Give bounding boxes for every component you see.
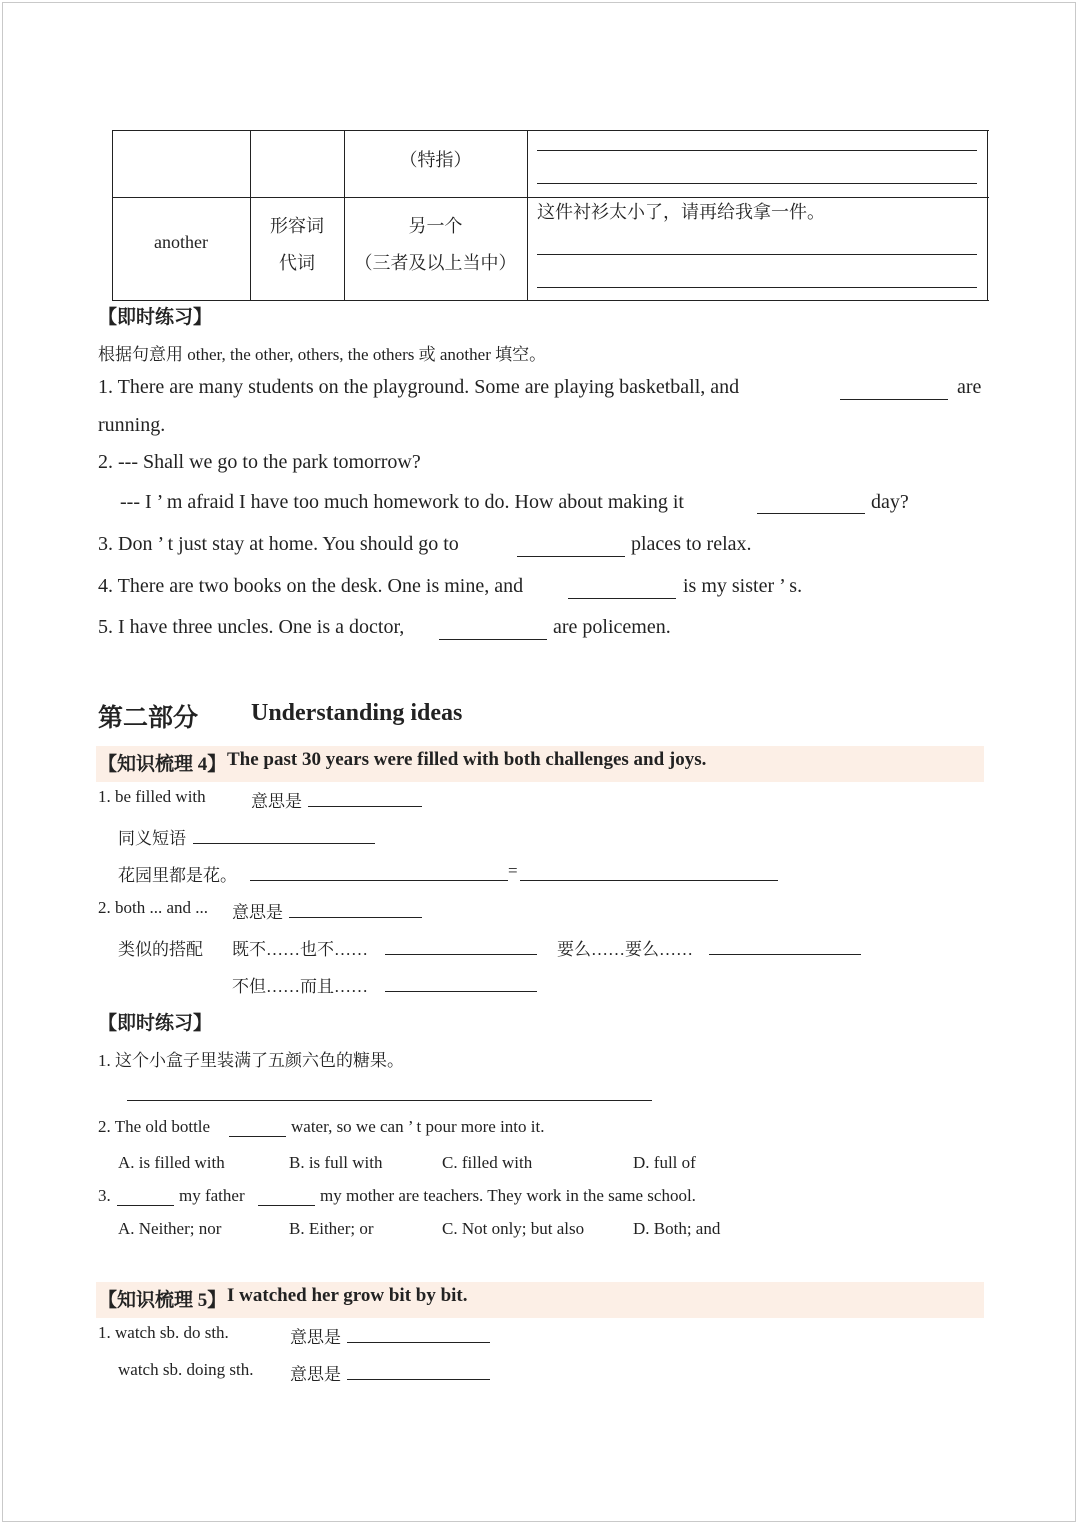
answer-line bbox=[537, 254, 977, 255]
table-cell-word: another bbox=[154, 232, 208, 252]
knowledge-point-label: 【知识梳理 4】 bbox=[98, 754, 227, 775]
answer-blank[interactable] bbox=[517, 540, 625, 557]
practice-heading: 【即时练习】 bbox=[98, 307, 213, 328]
table-cell-meaning: 另一个 bbox=[408, 216, 463, 236]
collocation-label: 既不……也不…… bbox=[232, 940, 368, 959]
question-5-text: 5. I have three uncles. One is a doctor, bbox=[98, 616, 405, 638]
answer-blank[interactable] bbox=[840, 383, 948, 400]
answer-blank[interactable] bbox=[289, 901, 422, 918]
section-title-cn: 第二部分 bbox=[98, 705, 199, 732]
practice-instruction: 根据句意用 other, the other, others, the others 或 another 填空。 bbox=[98, 345, 547, 364]
question-2-text: day? bbox=[871, 491, 909, 513]
synonym-label: 同义短语 bbox=[118, 829, 186, 848]
question-3-text: 3. bbox=[98, 1186, 111, 1205]
table-border-right bbox=[987, 130, 988, 301]
option-d[interactable]: D. Both; and bbox=[633, 1219, 721, 1238]
question-2-text: water, so we can ’ t pour more into it. bbox=[291, 1117, 545, 1136]
option-c[interactable]: C. Not only; but also bbox=[442, 1219, 585, 1238]
phrase-meaning-label: 意思是 bbox=[232, 903, 283, 922]
phrase-item: 1. be filled with bbox=[98, 787, 206, 806]
collocation-label: 要么……要么…… bbox=[557, 940, 693, 959]
question-3-text: places to relax. bbox=[631, 533, 752, 555]
knowledge-point-sentence: The past 30 years were filled with both challenges and joys. bbox=[227, 749, 707, 770]
answer-blank[interactable] bbox=[250, 864, 508, 881]
similar-label: 类似的搭配 bbox=[118, 940, 203, 959]
option-b[interactable]: B. is full with bbox=[289, 1153, 383, 1172]
collocation-label: 不但……而且…… bbox=[232, 977, 368, 996]
answer-blank[interactable] bbox=[757, 497, 865, 514]
phrase-meaning-label: 意思是 bbox=[251, 792, 302, 811]
option-a[interactable]: A. Neither; nor bbox=[118, 1219, 222, 1238]
practice-heading: 【即时练习】 bbox=[98, 1013, 213, 1034]
phrase-meaning-label: 意思是 bbox=[290, 1328, 341, 1347]
answer-blank[interactable] bbox=[385, 975, 537, 992]
question-3-text: my mother are teachers. They work in the same school. bbox=[320, 1186, 696, 1205]
table-col-divider bbox=[527, 130, 528, 301]
question-5-text: are policemen. bbox=[553, 616, 671, 638]
option-a[interactable]: A. is filled with bbox=[118, 1153, 225, 1172]
question-2-text: 2. The old bottle bbox=[98, 1117, 211, 1136]
phrase-meaning-label: 意思是 bbox=[290, 1365, 341, 1384]
answer-line[interactable] bbox=[127, 1100, 652, 1101]
knowledge-point-label: 【知识梳理 5】 bbox=[98, 1290, 227, 1311]
table-cell-meaning: （三者及以上当中） bbox=[354, 253, 517, 273]
question-2-text: 2. --- Shall we go to the park tomorrow? bbox=[98, 451, 421, 473]
phrase-item: watch sb. doing sth. bbox=[118, 1360, 254, 1379]
table-cell-pos: 形容词 bbox=[270, 216, 324, 236]
answer-blank[interactable] bbox=[258, 1189, 315, 1206]
answer-blank[interactable] bbox=[439, 623, 547, 640]
answer-blank[interactable] bbox=[229, 1120, 286, 1137]
table-cell-pos: 代词 bbox=[279, 253, 315, 273]
question-2-text: --- I ’ m afraid I have too much homework to do. How about making it bbox=[120, 491, 684, 513]
answer-blank[interactable] bbox=[709, 938, 861, 955]
knowledge-point-sentence: I watched her grow bit by bit. bbox=[227, 1285, 468, 1306]
answer-blank[interactable] bbox=[308, 790, 422, 807]
answer-line bbox=[537, 150, 977, 151]
question-3-text: 3. Don ’ t just stay at home. You should go to bbox=[98, 533, 459, 555]
answer-blank[interactable] bbox=[568, 582, 676, 599]
answer-blank[interactable] bbox=[385, 938, 537, 955]
answer-blank[interactable] bbox=[347, 1363, 490, 1380]
equals-sign: = bbox=[508, 861, 518, 880]
option-c[interactable]: C. filled with bbox=[442, 1153, 533, 1172]
vocab-table bbox=[112, 130, 989, 301]
section-title-en: Understanding ideas bbox=[251, 700, 463, 726]
answer-line bbox=[537, 287, 977, 288]
option-d[interactable]: D. full of bbox=[633, 1153, 696, 1172]
answer-blank[interactable] bbox=[347, 1326, 490, 1343]
table-border-top bbox=[112, 130, 989, 131]
example-sentence: 花园里都是花。 bbox=[118, 866, 237, 885]
table-border-bottom bbox=[112, 300, 989, 301]
question-1-text: are bbox=[957, 376, 982, 398]
phrase-item: 1. watch sb. do sth. bbox=[98, 1323, 229, 1342]
answer-blank[interactable] bbox=[117, 1189, 174, 1206]
table-cell-example: 这件衬衫太小了，请再给我拿一件。 bbox=[537, 202, 825, 222]
answer-blank[interactable] bbox=[193, 827, 375, 844]
question-1-text: 1. There are many students on the playground. Some are playing basketball, and bbox=[98, 376, 740, 398]
question-1-text: running. bbox=[98, 414, 166, 436]
question-3-text: my father bbox=[179, 1186, 245, 1205]
answer-line bbox=[537, 183, 977, 184]
question-4-text: 4. There are two books on the desk. One is mine, and bbox=[98, 575, 524, 597]
phrase-item: 2. both ... and ... bbox=[98, 898, 209, 917]
table-border-left bbox=[112, 130, 113, 301]
question-1-text: 1. 这个小盒子里装满了五颜六色的糖果。 bbox=[98, 1051, 404, 1070]
table-cell-meaning: （特指） bbox=[399, 150, 472, 170]
option-b[interactable]: B. Either; or bbox=[289, 1219, 374, 1238]
question-4-text: is my sister ’ s. bbox=[683, 575, 803, 597]
answer-blank[interactable] bbox=[520, 864, 778, 881]
